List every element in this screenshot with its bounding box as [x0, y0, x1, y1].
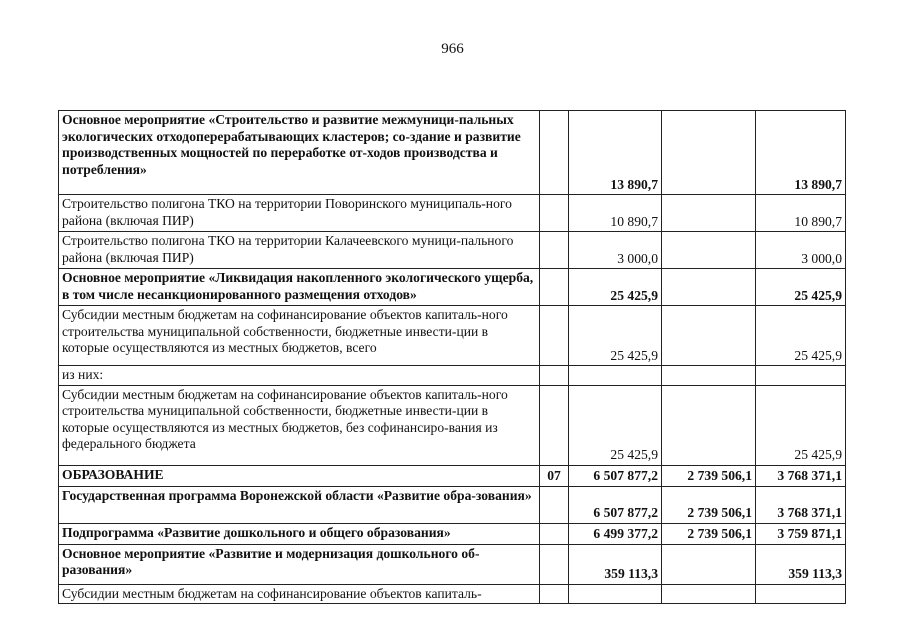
table-row [59, 306, 846, 366]
section-code-cell [540, 232, 569, 269]
table-row [59, 486, 846, 523]
table-row [59, 465, 846, 486]
table-row [59, 544, 846, 584]
regional-amount-cell: 25 425,9 [756, 269, 846, 306]
total-amount-cell [569, 366, 662, 386]
federal-amount-cell [662, 385, 756, 465]
row-name-cell: Основное мероприятие «Строительство и развитие межмуници-пальных экологических отходоперерабатывающих кластеров; со-здание и развитие производственных мощностей по переработке от-ходов производства и потребления» [59, 111, 540, 195]
federal-amount-cell [662, 366, 756, 386]
section-code-cell [540, 306, 569, 366]
budget-table [58, 110, 846, 604]
total-amount-cell [569, 584, 662, 604]
table-row [59, 195, 846, 232]
regional-amount-cell [756, 584, 846, 604]
federal-amount-cell [662, 306, 756, 366]
regional-amount-cell: 10 890,7 [756, 195, 846, 232]
section-code-cell [540, 269, 569, 306]
page-number: 966 [441, 41, 464, 57]
table-row [59, 366, 846, 386]
row-name-cell: Государственная программа Воронежской области «Развитие обра-зования» [59, 486, 540, 523]
total-amount-cell: 6 507 877,2 [569, 465, 662, 486]
row-name-cell: Строительство полигона ТКО на территории Поворинского муниципаль-ного района (включая ПИР) [59, 195, 540, 232]
total-amount-cell: 25 425,9 [569, 269, 662, 306]
table-row [59, 385, 846, 465]
regional-amount-cell: 13 890,7 [756, 111, 846, 195]
total-amount-cell: 3 000,0 [569, 232, 662, 269]
regional-amount-cell: 3 000,0 [756, 232, 846, 269]
total-amount-cell: 10 890,7 [569, 195, 662, 232]
row-name-cell: Подпрограмма «Развитие дошкольного и общего образования» [59, 523, 540, 544]
total-amount-cell: 25 425,9 [569, 385, 662, 465]
row-name-cell: Основное мероприятие «Развитие и модернизация дошкольного об-разования» [59, 544, 540, 584]
regional-amount-cell: 3 768 371,1 [756, 486, 846, 523]
total-amount-cell: 359 113,3 [569, 544, 662, 584]
regional-amount-cell: 3 759 871,1 [756, 523, 846, 544]
total-amount-cell: 6 507 877,2 [569, 486, 662, 523]
table-row [59, 111, 846, 195]
section-code-cell: 07 [540, 465, 569, 486]
table-row [59, 523, 846, 544]
regional-amount-cell: 359 113,3 [756, 544, 846, 584]
section-code-cell [540, 523, 569, 544]
row-name-cell: Строительство полигона ТКО на территории Калачеевского муници-пального района (включая ПИР) [59, 232, 540, 269]
section-code-cell [540, 111, 569, 195]
regional-amount-cell: 25 425,9 [756, 306, 846, 366]
total-amount-cell: 13 890,7 [569, 111, 662, 195]
total-amount-cell: 6 499 377,2 [569, 523, 662, 544]
section-code-cell [540, 486, 569, 523]
table-row [59, 584, 846, 604]
section-code-cell [540, 584, 569, 604]
section-code-cell [540, 195, 569, 232]
federal-amount-cell [662, 195, 756, 232]
regional-amount-cell: 25 425,9 [756, 385, 846, 465]
row-name-cell: из них: [59, 366, 540, 386]
federal-amount-cell [662, 584, 756, 604]
federal-amount-cell [662, 269, 756, 306]
federal-amount-cell: 2 739 506,1 [662, 486, 756, 523]
federal-amount-cell [662, 544, 756, 584]
federal-amount-cell [662, 111, 756, 195]
row-name-cell: ОБРАЗОВАНИЕ [59, 465, 540, 486]
row-name-cell: Основное мероприятие «Ликвидация накопленного экологического ущерба, в том числе несанкционированного размещения отходов» [59, 269, 540, 306]
regional-amount-cell: 3 768 371,1 [756, 465, 846, 486]
table-row [59, 232, 846, 269]
federal-amount-cell: 2 739 506,1 [662, 465, 756, 486]
federal-amount-cell: 2 739 506,1 [662, 523, 756, 544]
federal-amount-cell [662, 232, 756, 269]
regional-amount-cell [756, 366, 846, 386]
section-code-cell [540, 385, 569, 465]
section-code-cell [540, 366, 569, 386]
total-amount-cell: 25 425,9 [569, 306, 662, 366]
table-row [59, 269, 846, 306]
row-name-cell: Субсидии местным бюджетам на софинансирование объектов капиталь-ного строительства муниципальной собственности, бюджетные инвести-ции в которые осуществляются из местных бюджетов, всего [59, 306, 540, 366]
row-name-cell: Субсидии местным бюджетам на софинансирование объектов капиталь- [59, 584, 540, 604]
row-name-cell: Субсидии местным бюджетам на софинансирование объектов капиталь-ного строительства муниципальной собственности, бюджетные инвести-ции в которые осуществляются из местных бюджетов, без софинансиро-вания из федерального бюджета [59, 385, 540, 465]
section-code-cell [540, 544, 569, 584]
